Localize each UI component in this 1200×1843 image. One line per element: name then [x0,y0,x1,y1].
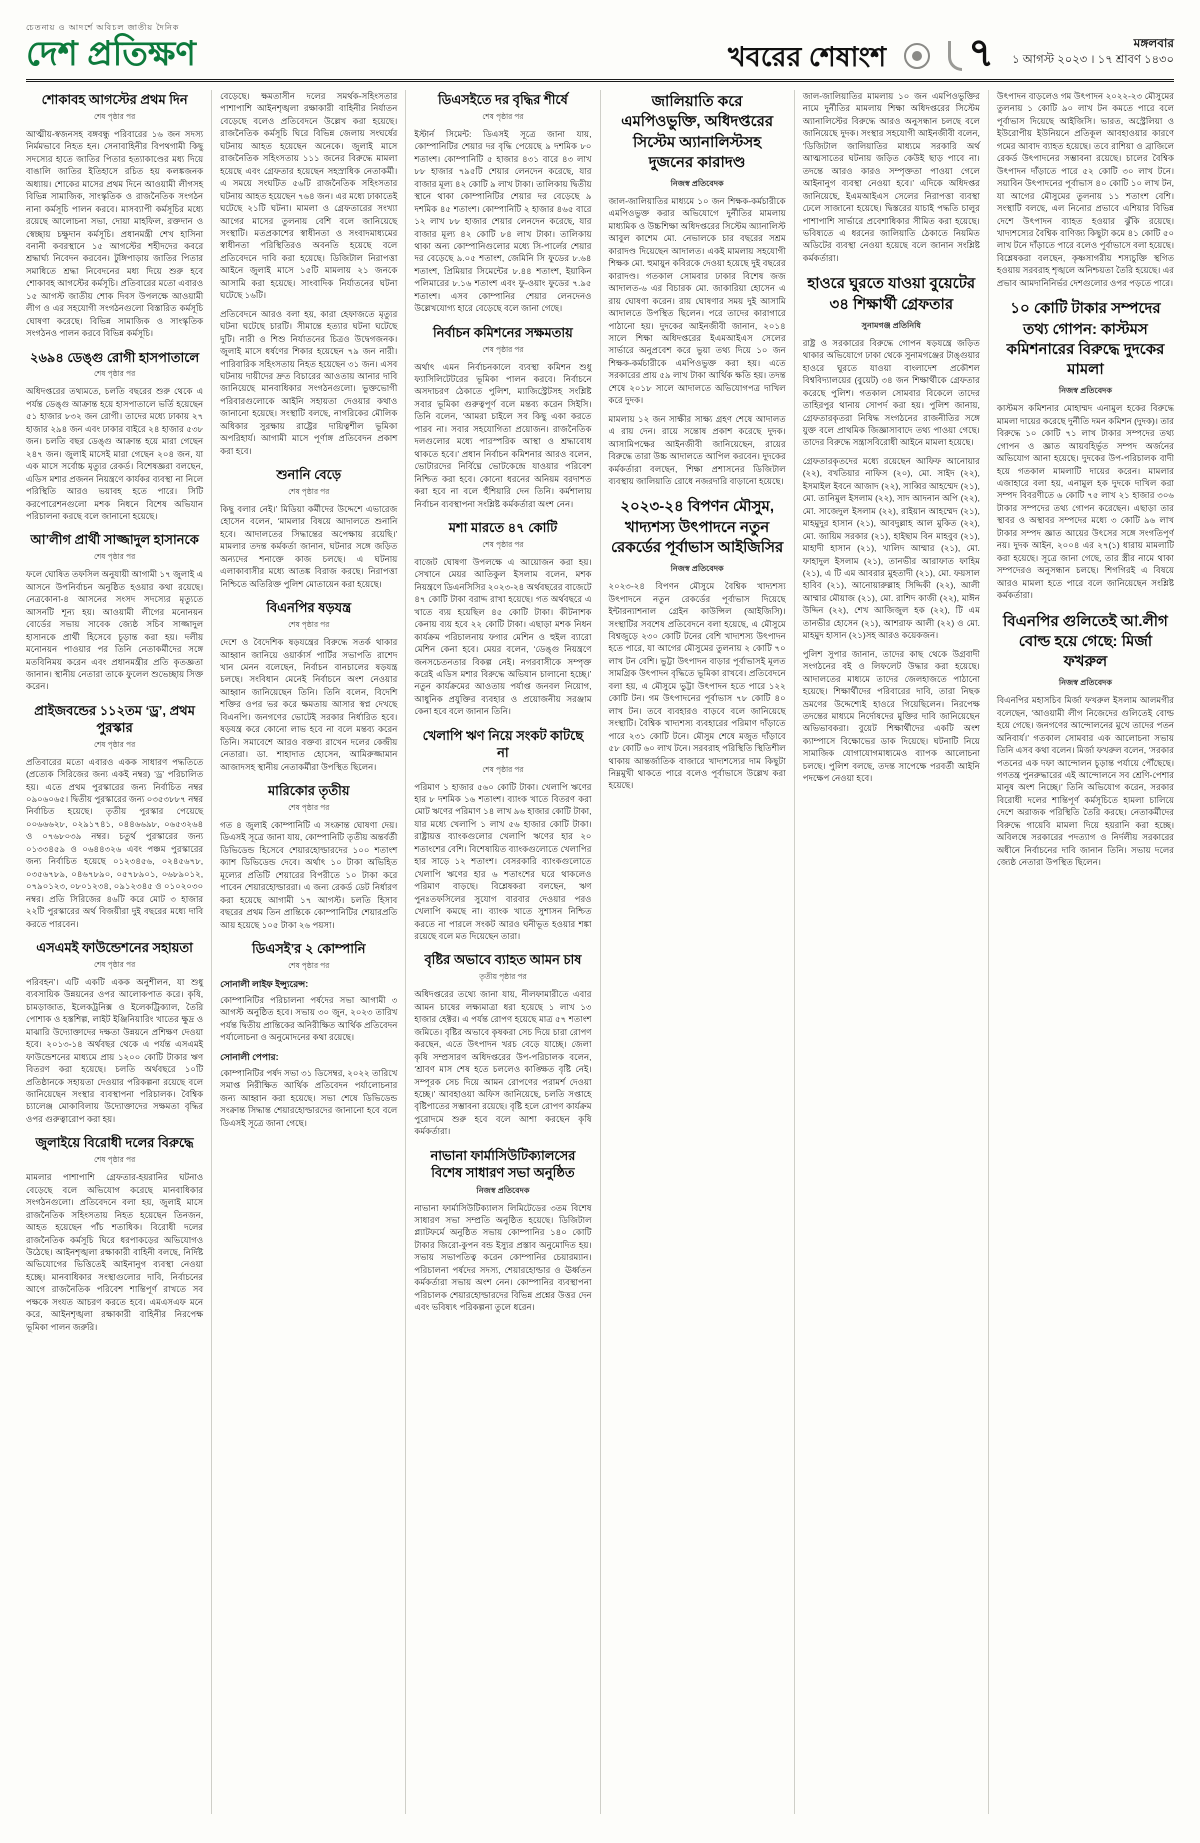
article-headline: শোকাবহ আগস্টের প্রথম দিন [41,92,188,107]
article-body: বিএনপির মহাসচিব মির্জা ফখরুল ইসলাম আলমগীর বলেছেন, ‘আওয়ামী লীগ নিজেদের গুলিতেই বোল্ড হয়ে গেছে। জনগণের আন্দোলনের মুখে তাদের পতন অনিবার্য।’ গতকাল সোমবার এক আলোচনা সভায় তিনি এসব কথা বলেন। মির্জা ফখরুল বলেন, ‘সরকার পতনের এক দফা আন্দোলন চূড়ান্ত পর্যায়ে পৌঁছেছে। গণতন্ত্র পুনরুদ্ধারের এই আন্দোলনে সব শ্রেণি-পেশার মানুষ অংশ নিচ্ছে।’ তিনি অভিযোগ করেন, সরকার বিরোধী দলের শান্তিপূর্ণ কর্মসূচিতে হামলা চালিয়ে দেশে অরাজক পরিস্থিতি তৈরি করছে। নেতাকর্মীদের বিরুদ্ধে গায়েবি মামলা দিয়ে হয়রানি করা হচ্ছে। অবিলম্বে সরকারের পদত্যাগ ও নির্দলীয় সরকারের অধীনে নির্বাচনের দাবি জানান তিনি। সভায় দলের জ্যেষ্ঠ নেতারা উপস্থিত ছিলেন। [996,695,1174,868]
byline: নিজস্ব প্রতিবেদক [670,564,724,574]
article-body: বেড়েছে। ক্ষমতাসীন দলের সমর্থক-সহিংসতার পাশাপাশি আইনশৃঙ্খলা রক্ষাকারী বাহিনীর নির্যাতন বেড়েছে বলেও প্রতিবেদনে উল্লেখ করা হয়েছে। রাজনৈতিক কর্মসূচি ঘিরে বিভিন্ন জেলায় সংঘর্ষের ঘটনায় আহত হয়েছেন অনেকে। জুলাই মাসে রাজনৈতিক সহিংসতায় ১১১ জনের বিরুদ্ধে মামলা হয়েছে এবং গ্রেফতার হয়েছেন সহস্রাধিক নেতাকর্মী। এ সময়ে সংঘটিত ৫৬টি রাজনৈতিক সহিংসতার ঘটনায় আহত হয়েছেন ৭৬৪ জন। এর মধ্যে ঢাকাতেই ঘটেছে ২১টি ঘটনা। মামলা ও গ্রেফতারের সংখ্যা আগের মাসের তুলনায় বেশি বলে জানিয়েছে সংস্থাটি। মতপ্রকাশের স্বাধীনতা ও সংবাদমাধ্যমের স্বাধীনতা পরিস্থিতিরও অবনতি হয়েছে বলে প্রতিবেদনে দাবি করা হয়েছে। ডিজিটাল নিরাপত্তা আইনে জুলাই মাসে ১৫টি মামলায় ২১ জনকে আসামি করা হয়েছে। সাংবাদিক নির্যাতনের ঘটনা ঘটেছে ১৬টি। [220,91,398,301]
masthead-tagline: চেতনায় ও আদর্শে অবিচল জাতীয় দৈনিক [26,23,180,32]
article-headline: জুলাইয়ে বিরোধী দলের বিরুদ্ধে [35,1135,194,1151]
article-headline: হাওরে ঘুরতে যাওয়া বুয়েটের ৩৪ শিক্ষার্থী গ্রেফতার [807,275,976,313]
flourish-ornament-icon [948,41,962,71]
continued-from-label: শেষ পৃষ্ঠার পর [288,487,330,497]
article-headline: বৃষ্টির অভাবে ব্যাহত আমন চাষ [424,952,582,968]
page-number-block [948,31,995,75]
page-number: ৭ [968,31,995,75]
article-headline: নির্বাচন কমিশনের সক্ষমতায় [432,324,573,340]
article-body: দেশে ও বৈদেশিক ষড়যন্ত্রের বিরুদ্ধে সতর্ক থাকার আহ্বান জানিয়ে ওয়ার্কার্স পার্টির সভাপতি রাশেদ খান মেনন বলেছেন, নির্বাচন বানচালের ষড়যন্ত্র চলছে। সংবিধান মেনেই নির্বাচনে অংশ নেওয়ার আহ্বান জানিয়েছেন তিনি। তিনি বলেন, বিদেশি শক্তির ওপর ভর করে ক্ষমতায় আসার স্বপ্ন দেখছে বিএনপি। জনগণের ভোটেই সরকার নির্ধারিত হবে। ষড়যন্ত্র করে কোনো লাভ হবে না বলে মন্তব্য করেন তিনি। সমাবেশে আরও বক্তব্য রাখেন দলের কেন্দ্রীয় নেতারা। ডা. শাহাদাত হোসেন, আমিরুজ্জামান আজাদসহ স্থানীয় নেতাকর্মীরা উপস্থিত ছিলেন। [220,637,398,772]
date-line: ১ আগস্ট ২০২৩ । ১৭ শ্রাবণ ১৪৩০ [1012,53,1174,66]
article-body: অধিদপ্তরের তথ্যে জানা যায়, নীলফামারীতে এবার আমন চাষের লক্ষ্যমাত্রা ধরা হয়েছে ১ লাখ ১৩ হাজার হেক্টর। এ পর্যন্ত রোপণ হয়েছে মাত্র ৫৭ শতাংশ জমিতে। বৃষ্টির অভাবে কৃষকরা সেচ দিয়ে চারা রোপণ করছেন, এতে উৎপাদন খরচ বেড়ে যাচ্ছে। জেলা কৃষি সম্প্রসারণ অধিদপ্তরের উপ-পরিচালক বলেন, ‘শ্রাবণ মাস শেষ হতে চললেও কাঙ্ক্ষিত বৃষ্টি নেই। সম্পূরক সেচ দিয়ে আমন রোপণের পরামর্শ দেওয়া হচ্ছে।’ আবহাওয়া অফিস জানিয়েছে, চলতি সপ্তাহে বৃষ্টিপাতের সম্ভাবনা রয়েছে। বৃষ্টি হলে রোপণ কার্যক্রম পুরোদমে শুরু হবে বলে আশা করছেন কৃষি কর্মকর্তারা। [414,989,592,1137]
article-headline: প্রাইজবন্ডের ১১২তম ‘ড্র’, প্রথম পুরস্কার [34,702,195,735]
article-headline: মারিকোর তৃতীয় [267,783,350,799]
article-body: অধিদপ্তরের তথ্যমতে, চলতি বছরের শুরু থেকে এ পর্যন্ত ডেঙ্গু আক্রান্ত হয়ে হাসপাতালে ভর্তি হয়েছেন ৫১ হাজার ৮৩২ জন রোগী। তাদের মধ্যে ঢাকায় ২৭ হাজার ২৯৪ জন এবং ঢাকার বাইরে ২৪ হাজার ৫৩৮ জন। চলতি বছর ডেঙ্গু আক্রান্ত হয়ে মারা গেছেন ২৪৭ জন। জুলাই মাসেই মারা গেছেন ২০৪ জন, যা এক মাসে সর্বোচ্চ মৃত্যুর রেকর্ড। বিশেষজ্ঞরা বলছেন, এডিস মশার প্রজনন নিয়ন্ত্রণে কার্যকর ব্যবস্থা না নিলে পরিস্থিতি আরও ভয়াবহ হতে পারে। সিটি করপোরেশনগুলো মশক নিধনে বিশেষ অভিযান পরিচালনা করছে বলে জানানো হয়েছে। [26,386,204,522]
article-body: কোম্পানিটির পর্ষদ সভা ৩১ ডিসেম্বর, ২০২২ তারিখে সমাপ্ত নিরীক্ষিত আর্থিক প্রতিবেদন পর্যালোচনার জন্য আহ্বান করা হয়েছে। সভা শেষে ডিভিডেন্ড সংক্রান্ত সিদ্ধান্ত শেয়ারহোল্ডারদের জানানো হবে বলে ডিএসই সূত্রে জানা গেছে। [220,1067,398,1128]
article-body: কিছু বলার নেই।’ মিডিয়া কর্মীদের উদ্দেশে এভারেজ হোসেন বলেন, ‘মামলার বিষয়ে আদালতে শুনানি হবে। আদালতের সিদ্ধান্তের অপেক্ষায় রয়েছি।’ মামলার তদন্ত কর্মকর্তা জানান, ঘটনার সঙ্গে জড়িত অন্যদের শনাক্তে কাজ চলছে। এ ঘটনায় এলাকাবাসীর মধ্যে আতঙ্ক বিরাজ করছে। নিরাপত্তা নিশ্চিতে অতিরিক্ত পুলিশ মোতায়েন করা হয়েছে। [220,504,398,589]
article-headline: ২৬৯৪ ডেঙ্গু রোগী হাসপাতালে [30,349,200,365]
byline: নিজস্ব প্রতিবেদক [1058,386,1112,396]
article-body: মামলার পাশাপাশি গ্রেফতার-হয়রানির ঘটনাও বেড়েছে বলে অভিযোগ করেছে মানবাধিকার সংগঠনগুলো। প্রতিবেদনে বলা হয়, জুলাই মাসে রাজনৈতিক সহিংসতায় নিহত হয়েছেন তিনজন, আহত হয়েছেন পাঁচ শতাধিক। বিরোধী দলের রাজনৈতিক কর্মসূচি ঘিরে ধরপাকড়ের অভিযোগও উঠেছে। আইনশৃঙ্খলা রক্ষাকারী বাহিনী বলছে, নির্দিষ্ট অভিযোগের ভিত্তিতেই আইনানুগ ব্যবস্থা নেওয়া হচ্ছে। মানবাধিকার সংস্থাগুলোর দাবি, নির্বাচনের আগে রাজনৈতিক পরিবেশ শান্তিপূর্ণ রাখতে সব পক্ষকে সংযত আচরণ করতে হবে। এমএসএফ মনে করে, আইনশৃঙ্খলা রক্ষাকারী বাহিনীর নিরপেক্ষ ভূমিকা পালন জরুরি। [26,1172,204,1332]
article-headline: আ’লীগ প্রার্থী সাজ্জাদুল হাসানকে [30,532,199,548]
column-3 [406,90,600,1814]
article-body: কোম্পানিটির পরিচালনা পর্ষদের সভা আগামী ৩ আগস্ট অনুষ্ঠিত হবে। সভায় ৩০ জুন, ২০২৩ তারিখ পর্যন্ত দ্বিতীয় প্রান্তিকের অনিরীক্ষিত আর্থিক প্রতিবেদন পর্যালোচনা ও অনুমোদনের কথা রয়েছে। [220,994,398,1043]
continued-from-label: শেষ পৃষ্ঠার পর [93,739,136,749]
article-headline: জালিয়াতি করে এমপিওভুক্তি, অধিদপ্তরের সিস্টেম অ্যানালিস্টসহ দুজনের কারাদণ্ড [621,93,774,171]
continued-from-label: শেষ পৃষ্ঠার পর [482,539,524,549]
article-body: মামলায় ১২ জন সাক্ষীর সাক্ষ্য গ্রহণ শেষে আদালত এ রায় দেন। রায়ে সন্তোষ প্রকাশ করেছে দুদক। আসামিপক্ষের আইনজীবী জানিয়েছেন, রায়ের বিরুদ্ধে তারা উচ্চ আদালতে আপিল করবেন। দুদকের কর্মকর্তারা বলছেন, শিক্ষা প্রশাসনের ডিজিটাল ব্যবস্থায় জালিয়াতি রোধে নজরদারি বাড়ানো হয়েছে। [608,413,786,486]
article-body: জাল-জালিয়াতির মামলায় ১০ জন এমপিওভুক্তির নামে দুর্নীতির মামলায় শিক্ষা অধিদপ্তরের সিস্টেম অ্যানালিস্টের বিরুদ্ধে আরও অনুসন্ধান চলছে বলে জানিয়েছে দুদক। সংস্থার সহযোগী আইনজীবী বলেন, ‘ডিজিটাল জালিয়াতির মাধ্যমে সরকারি অর্থ আত্মসাতের ঘটনায় জড়িত কেউই ছাড় পাবে না। তদন্তে আরও কারও সম্পৃক্ততা পাওয়া গেলে আইনানুগ ব্যবস্থা নেওয়া হবে।’ এদিকে অধিদপ্তর জানিয়েছে, ইএমআইএস সেলের নিরাপত্তা ব্যবস্থা ঢেলে সাজানো হয়েছে। দ্বিস্তরের যাচাই পদ্ধতি চালুর পাশাপাশি সার্ভারে প্রবেশাধিকার সীমিত করা হয়েছে। ভবিষ্যতে এ ধরনের জালিয়াতি ঠেকাতে নিয়মিত অডিটের ব্যবস্থা নেওয়া হয়েছে বলে জানান সংশ্লিষ্ট কর্মকর্তারা। [802,91,980,263]
byline: নিজস্ব প্রতিবেদক [1058,678,1112,688]
columns-container [26,90,1174,1814]
article-headline: খেলাপি ঋণ নিয়ে সংকট কাটছে না [422,727,584,760]
byline: সুনামগঞ্জ প্রতিনিধি [861,320,921,330]
article-headline: ডিএসই’র ২ কোম্পানি [252,941,366,957]
column-5 [795,90,989,1814]
article-headline: ডিএসইতে দর বৃদ্ধির শীর্ষে [438,92,568,107]
article-body: পরিমাণ ১ হাজার ৫৬০ কোটি টাকা। খেলাপি ঋণের হার ৮ দশমিক ১৬ শতাংশ। ব্যাংক খাতে বিতরণ করা মোট ঋণের পরিমাণ ১৪ লাখ ৯৬ হাজার কোটি টাকা, যার মধ্যে খেলাপি ১ লাখ ৫৬ হাজার কোটি টাকা। রাষ্ট্রায়ত্ত ব্যাংকগুলোর খেলাপি ঋণের হার ২০ শতাংশের বেশি। বিশেষায়িত ব্যাংকগুলোতে খেলাপির হার সাড়ে ১২ শতাংশ। বেসরকারি ব্যাংকগুলোতে খেলাপি ঋণের হার ৬ শতাংশের ঘরে থাকলেও পরিমাণ বাড়ছে। বিশ্লেষকরা বলছেন, ঋণ পুনঃতফসিলের সুযোগ বারবার দেওয়ার পরও খেলাপি কমছে না। ব্যাংক খাতে সুশাসন নিশ্চিত করতে না পারলে সংকট আরও ঘনীভূত হওয়ার শঙ্কা রয়েছে বলে মত দিয়েছেন তারা। [414,781,592,942]
column-4 [601,90,795,1814]
article-body: আত্মীয়-স্বজনসহ বঙ্গবন্ধু পরিবারের ১৬ জন সদস্য নির্মমভাবে নিহত হন। সেনাবাহিনীর বিপথগামী কিছু সদস্যের হাতে জাতির পিতার হত্যাকাণ্ডের মধ্য দিয়ে বাঙালি জাতির ইতিহাসে রচিত হয় কলঙ্কজনক অধ্যায়। শোকের মাসের প্রথম দিনে আওয়ামী লীগসহ বিভিন্ন সামাজিক, সাংস্কৃতিক ও রাজনৈতিক সংগঠন নানা কর্মসূচি পালন করবে। মাসব্যাপী কর্মসূচির মধ্যে রয়েছে আলোচনা সভা, দোয়া মাহফিল, রক্তদান ও স্বেচ্ছায় চক্ষুদান কর্মসূচি। প্রধানমন্ত্রী শেখ হাসিনা বনানী কবরস্থানে ১৫ আগস্টের শহীদদের কবরে শ্রদ্ধার্ঘ্য নিবেদন করবেন। টুঙ্গিপাড়ায় জাতির পিতার সমাধিতে শ্রদ্ধা নিবেদনের মধ্য দিয়ে শুরু হবে শোকাবহ আগস্টের কর্মসূচি। প্রতিবারের মতো এবারও ১৫ আগস্ট জাতীয় শোক দিবস উপলক্ষে আওয়ামী লীগ ও এর সহযোগী সংগঠনগুলো বিস্তারিত কর্মসূচি ঘোষণা করেছে। বিভিন্ন সামাজিক ও সাংস্কৃতিক সংগঠনও পালন করবে বিভিন্ন কর্মসূচি। [26,128,204,339]
newspaper-emblem-icon [904,43,930,69]
article-body: অর্থাৎ এমন নির্বাচনকালে ব্যবস্থা কমিশন শুধু ফ্যাসিলিটেটরের ভূমিকা পালন করবে। নির্বাচনে অসদাচরণ ঠেকাতে পুলিশ, ম্যাজিস্ট্রেটসহ সংশ্লিষ্ট সবার ভূমিকা গুরুত্বপূর্ণ বলে মন্তব্য করেন সিইসি। তিনি বলেন, ‘আমরা চাইলে সব কিছু একা করতে পারব না। সবার সহযোগিতা প্রয়োজন। রাজনৈতিক দলগুলোর মধ্যে পারস্পরিক আস্থা ও শ্রদ্ধাবোধ থাকতে হবে।’ প্রধান নির্বাচন কমিশনার আরও বলেন, ভোটারদের নির্বিঘ্নে ভোটকেন্দ্রে যাওয়ার পরিবেশ নিশ্চিত করা হবে। কোনো ধরনের অনিয়ম বরদাশত করা হবে না বলে হুঁশিয়ারি দেন তিনি। কর্মশালায় নির্বাচন ব্যবস্থাপনা সংশ্লিষ্ট কর্মকর্তারা অংশ নেন। [414,361,592,509]
masthead-title: দেশ প্রতিক্ষণ [26,35,196,73]
article-body: নাভানা ফার্মাসিউটিক্যালস লিমিটেডের ৩তম বিশেষ সাধারণ সভা সম্প্রতি অনুষ্ঠিত হয়েছে। ডিজিটাল প্ল্যাটফর্মে অনুষ্ঠিত সভায় কোম্পানির ১৪০ কোটি টাকার জিরো-কুপন বন্ড ইস্যুর প্রস্তাব অনুমোদিত হয়। সভায় সভাপতিত্ব করেন কোম্পানির চেয়ারম্যান। পরিচালনা পর্ষদের সদস্য, শেয়ারহোল্ডার ও ঊর্ধ্বতন কর্মকর্তারা সভায় অংশ নেন। কোম্পানির ব্যবস্থাপনা পরিচালক শেয়ারহোল্ডারদের বিভিন্ন প্রশ্নের উত্তর দেন এবং ভবিষ্যৎ পরিকল্পনা তুলে ধরেন। [414,1202,592,1313]
header-right [728,31,1174,75]
date-block [1012,34,1174,71]
masthead-block [26,22,196,71]
column-2 [212,90,406,1814]
continued-from-label: শেষ পৃষ্ঠার পর [482,764,524,774]
article-body: ইস্টার্ন সিমেন্ট: ডিএসই সূত্রে জানা যায়, কোম্পানিটির শেয়ার দর বৃদ্ধি পেয়েছে ৯ দশমিক ৮০ শতাংশ। কোম্পানিটি ৫ হাজার ৪৩১ বারে ৪৩ লাখ ৮৮ হাজার ৭৯৫টি শেয়ার লেনদেন করেছে, যার বাজার মূল্য ৪২ কোটি ৯ লাখ টাকা। তালিকায় দ্বিতীয় স্থানে থাকা কোম্পানিটির শেয়ার দর বেড়েছে ৯ দশমিক ৪৫ শতাংশ। কোম্পানিটি ২ হাজার ৪৬৫ বারে ১২ লাখ ৮৮ হাজার শেয়ার লেনদেন করেছে, যার বাজার মূল্য ৪২ কোটি ৮৪ লাখ টাকা। তালিকায় থাকা অন্য কোম্পানিগুলোর মধ্যে সি-পার্লের শেয়ার দর বেড়েছে ৯.০৫ শতাংশ, জেমিনি সি ফুডের ৮.৬৪ শতাংশ, প্রিমিয়ার সিমেন্টের ৮.৪৪ শতাংশ, ইয়াকিন পলিমারের ৮.১৬ শতাংশ এবং ফু-ওয়াং ফুডের ৭.৯৫ শতাংশ। এসব কোম্পানির শেয়ার লেনদেনও উল্লেখযোগ্য হারে বেড়েছে বলে জানা গেছে। [414,128,592,314]
article-subhead: সোনালী লাইফ ইন্স্যুরেন্স: [220,978,309,989]
article-body: বাজেট ঘোষণা উপলক্ষে এ আয়োজন করা হয়। সেখানে মেয়র আতিকুল ইসলাম বলেন, মশক নিয়ন্ত্রণে ডিএনসিসির ২০২৩-২৪ অর্থবছরের বাজেটে ৪৭ কোটি টাকা বরাদ্দ রাখা হয়েছে। গত অর্থবছরে এ খাতে ব্যয় হয়েছিল ৪৫ কোটি টাকা। কীটনাশক কেনায় ব্যয় হবে ২২ কোটি টাকা। এছাড়া মশক নিধন কার্যক্রম পরিচালনায় ফগার মেশিন ও হুইল ব্যারো মেশিন কেনা হবে। মেয়র বলেন, ‘ডেঙ্গু নিয়ন্ত্রণে জনসচেতনতার বিকল্প নেই। নগরবাসীকে সম্পৃক্ত করেই এডিস মশার বিরুদ্ধে অভিযান চালানো হচ্ছে।’ নতুন কার্যক্রমের আওতায় পর্যাপ্ত জনবল নিয়োগ, আধুনিক প্রযুক্তির ব্যবহার ও প্রয়োজনীয় সরঞ্জাম কেনা হবে বলে জানান তিনি। [414,556,592,717]
article-body: পুলিশ সুপার জানান, তাদের কাছ থেকে উগ্রবাদী সংগঠনের বই ও লিফলেট উদ্ধার করা হয়েছে। আদালতের মাধ্যমে তাদের জেলহাজতে পাঠানো হয়েছে। শিক্ষার্থীদের পরিবারের দাবি, তারা নিছক ভ্রমণের উদ্দেশ্যেই হাওরে গিয়েছিলেন। নিরপেক্ষ তদন্তের মাধ্যমে নির্দোষদের মুক্তির দাবি জানিয়েছেন অভিভাবকরা। বুয়েট শিক্ষার্থীদের একটি অংশ ক্যাম্পাসে বিক্ষোভের ডাক দিয়েছে। ঘটনাটি নিয়ে সামাজিক যোগাযোগমাধ্যমেও ব্যাপক আলোচনা চলছে। পুলিশ বলছে, তদন্ত সাপেক্ষে পরবর্তী আইনি পদক্ষেপ নেওয়া হবে। [802,648,980,784]
continued-from-label: শেষ পৃষ্ঠার পর [482,111,524,121]
continued-from-label: শেষ পৃষ্ঠার পর [93,552,136,562]
article-body: ফলে ঘোষিত তফসিল অনুযায়ী আগামী ১৭ জুলাই এ আসনে উপনির্বাচন অনুষ্ঠিত হওয়ার কথা রয়েছে। নেত্রকোনা-৪ আসনের সংসদ সদস্যের মৃত্যুতে আসনটি শূন্য হয়। আওয়ামী লীগের মনোনয়ন বোর্ডের সভায় সাবেক জ্যেষ্ঠ সচিব সাজ্জাদুল হাসানকে প্রার্থী হিসেবে চূড়ান্ত করা হয়। দলীয় মনোনয়ন পাওয়ার পর তিনি নেতাকর্মীদের সঙ্গে মতবিনিময় করেন এবং প্রধানমন্ত্রীর প্রতি কৃতজ্ঞতা জানান। স্থানীয় নেতারা তাকে ফুলেল শুভেচ্ছায় সিক্ত করেন। [26,569,204,692]
column-1 [26,90,212,1814]
day-name: মঙ্গলবার [1133,35,1174,50]
section-title: খবরের শেষাংশ [728,42,887,72]
article-body: পরিবহন’। এটি একটি একক অনুশীলন, যা শুধু ব্যবসায়িক উন্নয়নের ওপর আলোকপাত করে। কৃষি, চামড়াজাত, ইলেকট্রনিক্স ও ইলেকট্রিক্যাল, তৈরি পোশাক ও হস্তশিল্প, লাইট ইঞ্জিনিয়ারিং খাতের ক্ষুদ্র ও মাঝারি উদ্যোক্তাদের দক্ষতা উন্নয়নে প্রশিক্ষণ দেওয়া হবে। ২০১৩-১৪ অর্থবছর থেকে এ পর্যন্ত এসএমই ফাউন্ডেশনের মাধ্যমে প্রায় ১২০০ কোটি টাকার ঋণ বিতরণ করা হয়েছে। চলতি অর্থবছরে ১০টি প্রতিষ্ঠানকে সহায়তা দেওয়ার পরিকল্পনা রয়েছে বলে জানিয়েছেন সংস্থার ব্যবস্থাপনা পরিচালক। বৈশ্বিক চ্যালেঞ্জ মোকাবিলায় উদ্যোক্তাদের সক্ষমতা বৃদ্ধির ওপর গুরুত্বারোপ করা হয়। [26,976,204,1124]
continued-from-label: শেষ পৃষ্ঠার পর [288,960,330,970]
continued-from-label: শেষ পৃষ্ঠার পর [93,959,136,969]
page-header [26,18,1174,82]
article-body: গ্রেফতারকৃতদের মধ্যে রয়েছেন আফিফ আনোয়ার (২২), বখতিয়ার নাফিস (২০), মো. সাইদ (২২), ইসমাইল ইবনে আজাদ (২২), সাব্বির আহম্মেদ (২১), মো. তানিমুল ইসলাম (২২), সাদ আদনান অপি (২২), মো. সাজেদুল ইসলাম (২২), রাইয়ান আহম্মেদ (২১), মাহমুদুর হাসান (২১), আবদুল্লাহ আল মুকিত (২২), মো. জায়িম সরকার (২১), হাইছাম বিন মাহবুব (২১), মাহাদী হাসান (২১), খালিদ আম্মার (২১), মো. ফাহাদুল ইসলাম (২১), তানভীর আরাফাত ফাহিম (২১), এ টি এম আবরার মুহতাদী (২১), মো. ফয়সাল হাবিব (২১), আনোয়ারুল্লাহ সিদ্দিকী (২২), আলী আম্মার মৌয়াজ (২১), মো. রাশিদ কাজী (২২), মাঈন উদ্দিন (২২), শেখ আজিজুল হক (২২), টি এম তানভীর হোসেন (২১), আশরাফ আলী (২২) ও মো. মাহমুদ হাসান (২১)সহ আরও কয়েকজন। [802,455,980,641]
continued-from-label: শেষ পৃষ্ঠার পর [482,344,524,354]
article-headline: মশা মারতে ৪৭ কোটি [448,520,558,536]
article-headline: ২০২৩-২৪ বিপণন মৌসুম, খাদ্যশস্য উৎপাদনে নতুন রেকর্ডের পূর্বাভাস আইজিসির [610,498,784,556]
article-body: গত ৪ জুলাই কোম্পানিটি এ সংক্রান্ত ঘোষণা দেয়। ডিএসই সূত্রে জানা যায়, কোম্পানিটি তৃতীয় অন্তর্বর্তী ডিভিডেন্ড হিসেবে শেয়ারহোল্ডারদের ১০০ শতাংশ ক্যাশ ডিভিডেন্ড দেবে। অর্থাৎ ১০ টাকা অভিহিত মূল্যের প্রতিটি শেয়ারের বিপরীতে ১০ টাকা করে পাবেন শেয়ারহোল্ডাররা। এ জন্য রেকর্ড ডেট নির্ধারণ করা হয়েছে আগামী ১৭ আগস্ট। চলতি হিসাব বছরের প্রথম তিন প্রান্তিকে কোম্পানিটির শেয়ারপ্রতি আয় হয়েছে ১০৫ টাকা ২৬ পয়সা। [220,819,398,930]
continued-from-label: শেষ পৃষ্ঠার পর [93,1155,136,1165]
article-headline: ১০ কোটি টাকার সম্পদের তথ্য গোপন: কাস্টমস কমিশনারের বিরুদ্ধে দুদকের মামলা [1006,300,1165,378]
article-headline: শুনানি বেড়ে [276,467,342,483]
article-body: প্রতিবেদনে আরও বলা হয়, কারা হেফাজতে মৃত্যুর ঘটনা ঘটেছে চারটি। সীমান্তে হত্যার ঘটনা ঘটেছে দুটি। নারী ও শিশু নির্যাতনের চিত্রও উদ্বেগজনক। জুলাই মাসে ধর্ষণের শিকার হয়েছেন ৭৯ জন নারী। পারিবারিক সহিংসতায় নিহত হয়েছেন ৩১ জন। এসব ঘটনায় দায়ীদের দ্রুত বিচারের আওতায় আনার দাবি জানিয়েছে মানবাধিকার সংগঠনগুলো। ভুক্তভোগী পরিবারগুলোকে আইনি সহায়তা দেওয়ার কথাও জানানো হয়েছে। সংস্থাটি বলছে, নাগরিকের মৌলিক অধিকার সুরক্ষায় রাষ্ট্রের দায়িত্বশীল ভূমিকা অপরিহার্য। আগামী মাসে পূর্ণাঙ্গ প্রতিবেদন প্রকাশ করা হবে। [220,308,398,456]
article-headline: এসএমই ফাউন্ডেশনের সহায়তা [36,940,193,956]
article-body: প্রতিবারের মতো এবারও একক সাধারণ পদ্ধতিতে (প্রত্যেক সিরিজের জন্য একই নম্বর) ‘ড্র’ পরিচালিত হয়। এতে প্রথম পুরস্কারের জন্য নির্বাচিত নম্বর ০৯০৬০৬৫। দ্বিতীয় পুরস্কারের জন্য ০৩৫৩৮৮৭ নম্বর নির্বাচিত হয়েছে। তৃতীয় পুরস্কার পেয়েছে ০০৬৬৬২৮, ০২৯১৭৪১, ০৪৪৬৬৯৮, ০৬৫৩২৬৪ ও ০৭৬৮০৩৯ নম্বর। চতুর্থ পুরস্কারের জন্য ০১৩৩৪৫৯ ও ০৬৪৪৩২৬ এবং পঞ্চম পুরস্কারের জন্য নির্বাচিত হয়েছে ০১২৩৪৫৬, ০২৪৫৬৭৮, ০৩৫৬৭৮৯, ০৪৬৭৮৯০, ০৫৭৮৯০১, ০৬৮৯০১২, ০৭৯০১২৩, ০৮০১২৩৪, ০৯১২৩৪৫ ও ০১০২০৩০ নম্বর। প্রতি সিরিজের ৪৬টি করে মোট ৩ হাজার ২২টি পুরস্কারের অর্থ বিজয়ীরা দুই বছরের মধ্যে দাবি করতে পারবেন। [26,756,204,929]
continued-from-label: শেষ পৃষ্ঠার পর [93,111,136,121]
article-headline: নাভানা ফার্মাসিউটিক্যালসের বিশেষ সাধারণ সভা অনুষ্ঠিত [430,1147,576,1180]
article-body: উৎপাদন বাড়লেও গম উৎপাদন ২০২২-২৩ মৌসুমের তুলনায় ১ কোটি ৯০ লাখ টন কমতে পারে বলে পূর্বাভাস দিয়েছে আইজিসি। ভারত, অস্ট্রেলিয়া ও ইউরোপীয় ইউনিয়নে প্রতিকূল আবহাওয়ার কারণে গমের আবাদ ব্যাহত হয়েছে। তবে রাশিয়া ও ব্রাজিলে রেকর্ড উৎপাদনের সম্ভাবনা রয়েছে। চালের বৈশ্বিক উৎপাদন দাঁড়াতে পারে ৫২ কোটি ৩০ লাখ টনে। সয়াবিন উৎপাদনের পূর্বাভাস ৪০ কোটি ১০ লাখ টন, যা আগের মৌসুমের তুলনায় ১১ শতাংশ বেশি। সংস্থাটি বলছে, এল নিনোর প্রভাবে এশিয়ার বিভিন্ন দেশে উৎপাদন ব্যাহত হওয়ার ঝুঁকি রয়েছে। খাদ্যশস্যের বৈশ্বিক বাণিজ্য কিছুটা কমে ৪১ কোটি ৫০ লাখ টনে দাঁড়াতে পারে বলেও পূর্বাভাসে বলা হয়েছে। বিশ্লেষকরা বলছেন, কৃষ্ণসাগরীয় শস্যচুক্তি স্থগিত হওয়ায় সরবরাহ শৃঙ্খলে অনিশ্চয়তা তৈরি হয়েছে। এর প্রভাব আমদানিনির্ভর দেশগুলোর ওপর পড়তে পারে। [996,91,1174,288]
article-body: ২০২৩-২৪ বিপণন মৌসুমে বৈশ্বিক খাদ্যশস্য উৎপাদনে নতুন রেকর্ডের পূর্বাভাস দিয়েছে ইন্টারন্যাশনাল গ্রেইন কাউন্সিল (আইজিসি)। সংস্থাটির সবশেষ প্রতিবেদনে বলা হয়েছে, এ মৌসুমে বিশ্বজুড়ে ২৩০ কোটি টনের বেশি খাদ্যশস্য উৎপাদন হতে পারে, যা আগের মৌসুমের তুলনায় ২ কোটি ৭০ লাখ টন বেশি। ভুট্টা উৎপাদন বাড়ার পূর্বাভাসই মূলত সামগ্রিক উৎপাদন বৃদ্ধিতে ভূমিকা রাখবে। প্রতিবেদনে বলা হয়, এ মৌসুমে ভুট্টা উৎপাদন হতে পারে ১২২ কোটি টন। গম উৎপাদনের পূর্বাভাস ৭৮ কোটি ৪০ লাখ টন। তবে ব্যবহারও বাড়বে বলে জানিয়েছে সংস্থাটি। বৈশ্বিক খাদ্যশস্য ব্যবহারের পরিমাণ দাঁড়াতে পারে ২৩১ কোটি টনে। মৌসুম শেষে মজুত দাঁড়াবে ৫৮ কোটি ৬০ লাখ টনে। সরবরাহ পরিস্থিতি স্থিতিশীল থাকায় আন্তর্জাতিক বাজারে খাদ্যশস্যের দাম কিছুটা নিম্নমুখী থাকতে পারে বলেও পূর্বাভাসে উল্লেখ করা হয়েছে। [608,581,786,791]
continued-from-label: তৃতীয় পৃষ্ঠার পর [479,972,527,982]
continued-from-label: শেষ পৃষ্ঠার পর [288,802,330,812]
column-6 [989,90,1174,1814]
article-headline: বিএনপির গুলিতেই আ.লীগ বোল্ড হয়ে গেছে: মির্জা ফখরুল [1003,612,1168,670]
article-subhead: সোনালী পেপার: [220,1051,279,1062]
continued-from-label: শেষ পৃষ্ঠার পর [93,369,136,379]
article-body: রাষ্ট্র ও সরকারের বিরুদ্ধে গোপন ষড়যন্ত্রে জড়িত থাকার অভিযোগে ঢাকা থেকে সুনামগঞ্জের টাঙ্গুয়ার হাওরে ঘুরতে যাওয়া বাংলাদেশ প্রকৌশল বিশ্ববিদ্যালয়ের (বুয়েট) ৩৪ জন শিক্ষার্থীকে গ্রেফতার করেছে পুলিশ। গতকাল সোমবার বিকেলে তাদের তাহিরপুর থানায় সোপর্দ করা হয়। পুলিশ জানায়, গ্রেফতারকৃতরা নিষিদ্ধ সংগঠনের রাজনীতির সঙ্গে যুক্ত বলে প্রাথমিক জিজ্ঞাসাবাদে তথ্য পাওয়া গেছে। তাদের বিরুদ্ধে সন্ত্রাসবিরোধী আইনে মামলা হয়েছে। [802,337,980,448]
article-body: কাস্টমস কমিশনার মোহাম্মদ এনামুল হকের বিরুদ্ধে মামলা দায়ের করেছে দুর্নীতি দমন কমিশন (দুদক)। তার বিরুদ্ধে ১০ কোটি ৭১ লাখ টাকার সম্পদের তথ্য গোপন ও জ্ঞাত আয়বহির্ভূত সম্পদ অর্জনের অভিযোগ আনা হয়েছে। দুদকের উপ-পরিচালক বাদী হয়ে গতকাল মামলাটি দায়ের করেন। মামলার এজাহারে বলা হয়, এনামুল হক দুদকে দাখিল করা সম্পদ বিবরণীতে ৬ কোটি ৭৫ লাখ ২১ হাজার ৩০৬ টাকার সম্পদের তথ্য গোপন করেছেন। এছাড়া তার স্থাবর ও অস্থাবর সম্পদের মধ্যে ৩ কোটি ৯৬ লাখ টাকার সম্পদ জ্ঞাত আয়ের উৎসের সঙ্গে সংগতিপূর্ণ নয়। দুদক আইন, ২০০৪ এর ২৭(১) ধারায় মামলাটি করা হয়েছে। সূত্রে জানা গেছে, তার স্ত্রীর নামে থাকা সম্পদেরও অনুসন্ধান চলছে। শিগগিরই এ বিষয়ে আরও মামলা হতে পারে বলে জানিয়েছেন সংশ্লিষ্ট কর্মকর্তারা। [996,403,1174,601]
emblem-dot [912,51,922,61]
article-body: জাল-জালিয়াতির মাধ্যমে ১০ জন শিক্ষক-কর্মচারীকে এমপিওভুক্ত করার অভিযোগে দুর্নীতির মামলায় মাধ্যমিক ও উচ্চশিক্ষা অধিদপ্তরের সিস্টেম অ্যানালিস্ট আবুল কাশেম মো. নেভালকে চার বছরের সশ্রম কারাদণ্ড দিয়েছেন আদালত। একই মামলায় সহযোগী শিক্ষক মো. হুমায়ুন কবিরকে দেওয়া হয়েছে দুই বছরের কারাদণ্ড। গতকাল সোমবার ঢাকার বিশেষ জজ আদালত-৬ এর বিচারক মো. জাকারিয়া হোসেন এ রায় ঘোষণা করেন। রায় ঘোষণার সময় দুই আসামি আদালতে উপস্থিত ছিলেন। পরে তাদের কারাগারে পাঠানো হয়। দুদকের আইনজীবী জানান, ২০১৪ সালে শিক্ষা অধিদপ্তরের ইএমআইএস সেলের সার্ভারে অনুপ্রবেশ করে ভুয়া তথ্য দিয়ে ১০ জন শিক্ষক-কর্মচারীকে এমপিওভুক্ত করা হয়। এতে সরকারের প্রায় ৫৯ লাখ টাকা আর্থিক ক্ষতি হয়। তদন্ত শেষে ২০১৮ সালে আদালতে অভিযোগপত্র দাখিল করে দুদক। [608,196,786,406]
continued-from-label: শেষ পৃষ্ঠার পর [288,620,330,630]
article-headline: বিএনপির ষড়যন্ত্র [266,600,352,616]
byline: নিজস্ব প্রতিবেদক [670,179,724,188]
byline: নিজস্ব প্রতিবেদক [476,1185,530,1195]
